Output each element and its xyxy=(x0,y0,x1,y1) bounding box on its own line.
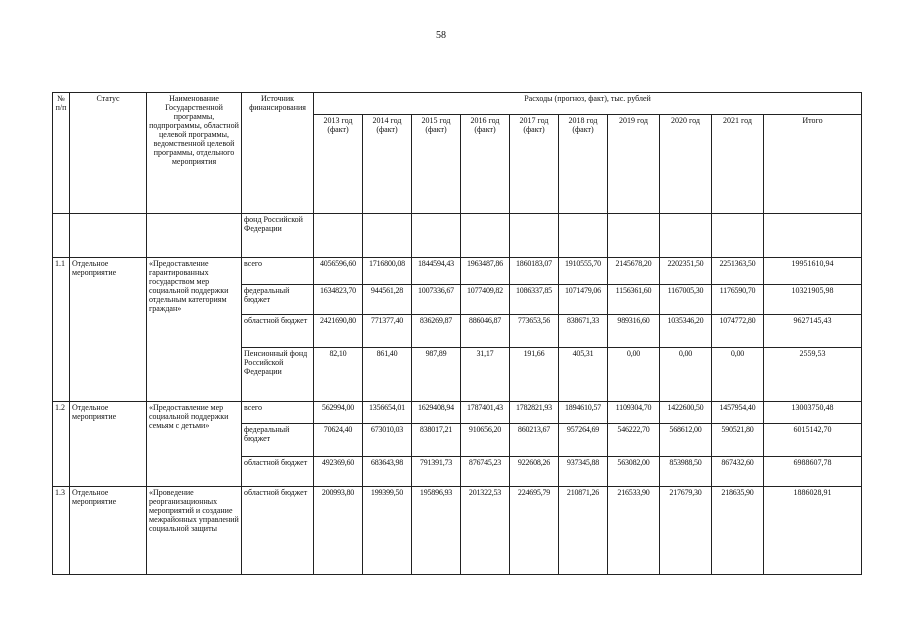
value-cell: 673010,03 xyxy=(363,424,412,457)
source-cell: федеральный бюджет xyxy=(242,285,314,315)
total-cell: 6015142,70 xyxy=(764,424,862,457)
total-cell: 1886028,91 xyxy=(764,487,862,575)
value-cell: 1035346,20 xyxy=(660,315,712,348)
source-cell: областной бюджет xyxy=(242,457,314,487)
value-cell: 1077409,82 xyxy=(461,285,510,315)
value-cell: 1086337,85 xyxy=(510,285,559,315)
value-cell: 791391,73 xyxy=(412,457,461,487)
header-year: 2020 год xyxy=(660,115,712,214)
value-cell: 492369,60 xyxy=(314,457,363,487)
value-cell: 1716800,08 xyxy=(363,258,412,285)
value-cell: 1074772,80 xyxy=(712,315,764,348)
value-cell: 1910555,70 xyxy=(559,258,608,285)
value-cell: 1071479,06 xyxy=(559,285,608,315)
value-cell: 861,40 xyxy=(363,348,412,402)
value-cell: 1457954,40 xyxy=(712,402,764,424)
value-cell: 546222,70 xyxy=(608,424,660,457)
value-cell: 1782821,93 xyxy=(510,402,559,424)
value-cell: 860213,67 xyxy=(510,424,559,457)
value-cell: 1422600,50 xyxy=(660,402,712,424)
header-year: 2021 год xyxy=(712,115,764,214)
value-cell: 1963487,86 xyxy=(461,258,510,285)
value-cell: 563082,00 xyxy=(608,457,660,487)
page-number: 58 xyxy=(436,30,446,41)
total-cell: 19951610,94 xyxy=(764,258,862,285)
value-cell: 562994,00 xyxy=(314,402,363,424)
value-cell: 836269,87 xyxy=(412,315,461,348)
header-year: 2014 год (факт) xyxy=(363,115,412,214)
row-status: Отдельное мероприятие xyxy=(70,402,147,487)
value-cell: 1167005,30 xyxy=(660,285,712,315)
total-cell: 13003750,48 xyxy=(764,402,862,424)
value-cell: 218635,90 xyxy=(712,487,764,575)
value-cell: 1844594,43 xyxy=(412,258,461,285)
header-year: 2015 год (факт) xyxy=(412,115,461,214)
value-cell: 1787401,43 xyxy=(461,402,510,424)
row-status: Отдельное мероприятие xyxy=(70,258,147,402)
value-cell: 867432,60 xyxy=(712,457,764,487)
header-num: № п/п xyxy=(53,93,70,214)
value-cell: 683643,98 xyxy=(363,457,412,487)
value-cell: 2251363,50 xyxy=(712,258,764,285)
value-cell: 1356654,01 xyxy=(363,402,412,424)
value-cell: 31,17 xyxy=(461,348,510,402)
value-cell: 568612,00 xyxy=(660,424,712,457)
source-cell: областной бюджет xyxy=(242,487,314,575)
value-cell: 0,00 xyxy=(712,348,764,402)
value-cell: 886046,87 xyxy=(461,315,510,348)
header-year: 2018 год (факт) xyxy=(559,115,608,214)
row-num: 1.3 xyxy=(53,487,70,575)
header-total: Итого xyxy=(764,115,862,214)
source-cell: фонд Российской Федерации xyxy=(242,214,314,258)
total-cell: 10321905,98 xyxy=(764,285,862,315)
value-cell: 987,89 xyxy=(412,348,461,402)
value-cell: 590521,80 xyxy=(712,424,764,457)
value-cell: 1634823,70 xyxy=(314,285,363,315)
value-cell: 1109304,70 xyxy=(608,402,660,424)
budget-table xyxy=(52,92,862,575)
row-num: 1.1 xyxy=(53,258,70,402)
source-cell: федеральный бюджет xyxy=(242,424,314,457)
value-cell: 773653,56 xyxy=(510,315,559,348)
row-num: 1.2 xyxy=(53,402,70,487)
value-cell: 937345,88 xyxy=(559,457,608,487)
value-cell: 2202351,50 xyxy=(660,258,712,285)
header-expenses: Расходы (прогноз, факт), тыс. рублей xyxy=(314,93,862,115)
value-cell: 199399,50 xyxy=(363,487,412,575)
row-name: «Предоставление мер социальной поддержки семьям с детьми» xyxy=(147,402,242,487)
value-cell: 70624,40 xyxy=(314,424,363,457)
source-cell: всего xyxy=(242,402,314,424)
header-status: Статус xyxy=(70,93,147,214)
row-name: «Предоставление гарантированных государством мер социальной поддержки отдельным категориям граждан» xyxy=(147,258,242,402)
total-cell: 2559,53 xyxy=(764,348,862,402)
source-cell: Пенсионный фонд Российской Федерации xyxy=(242,348,314,402)
total-cell: 6988607,78 xyxy=(764,457,862,487)
row-name: «Проведение реорганизационных мероприятий и создание межрайонных управлений социальной защиты xyxy=(147,487,242,575)
value-cell: 216533,90 xyxy=(608,487,660,575)
value-cell: 838017,21 xyxy=(412,424,461,457)
value-cell: 989316,60 xyxy=(608,315,660,348)
value-cell: 0,00 xyxy=(608,348,660,402)
value-cell: 210871,26 xyxy=(559,487,608,575)
row-status: Отдельное мероприятие xyxy=(70,487,147,575)
value-cell: 944561,28 xyxy=(363,285,412,315)
value-cell: 4056596,60 xyxy=(314,258,363,285)
value-cell: 405,31 xyxy=(559,348,608,402)
value-cell: 195896,93 xyxy=(412,487,461,575)
value-cell: 0,00 xyxy=(660,348,712,402)
value-cell: 2145678,20 xyxy=(608,258,660,285)
value-cell: 957264,69 xyxy=(559,424,608,457)
header-year: 2013 год (факт) xyxy=(314,115,363,214)
header-year: 2019 год xyxy=(608,115,660,214)
value-cell: 224695,79 xyxy=(510,487,559,575)
source-cell: всего xyxy=(242,258,314,285)
header-year: 2016 год (факт) xyxy=(461,115,510,214)
source-cell: областной бюджет xyxy=(242,315,314,348)
header-source: Источник финансирования xyxy=(242,93,314,214)
header-year: 2017 год (факт) xyxy=(510,115,559,214)
value-cell: 922608,26 xyxy=(510,457,559,487)
value-cell: 1176590,70 xyxy=(712,285,764,315)
value-cell: 191,66 xyxy=(510,348,559,402)
value-cell: 876745,23 xyxy=(461,457,510,487)
value-cell: 82,10 xyxy=(314,348,363,402)
value-cell: 201322,53 xyxy=(461,487,510,575)
value-cell: 1894610,57 xyxy=(559,402,608,424)
value-cell: 853988,50 xyxy=(660,457,712,487)
total-cell: 9627145,43 xyxy=(764,315,862,348)
value-cell: 838671,33 xyxy=(559,315,608,348)
value-cell: 217679,30 xyxy=(660,487,712,575)
value-cell: 1156361,60 xyxy=(608,285,660,315)
value-cell: 910656,20 xyxy=(461,424,510,457)
value-cell: 1629408,94 xyxy=(412,402,461,424)
value-cell: 1860183,07 xyxy=(510,258,559,285)
header-name: Наименование Государственной программы, подпрограммы, областной целевой программы, ведомственной целевой программы, отдельного мероприятия xyxy=(147,93,242,214)
value-cell: 200993,80 xyxy=(314,487,363,575)
value-cell: 771377,40 xyxy=(363,315,412,348)
value-cell: 2421690,80 xyxy=(314,315,363,348)
value-cell: 1007336,67 xyxy=(412,285,461,315)
